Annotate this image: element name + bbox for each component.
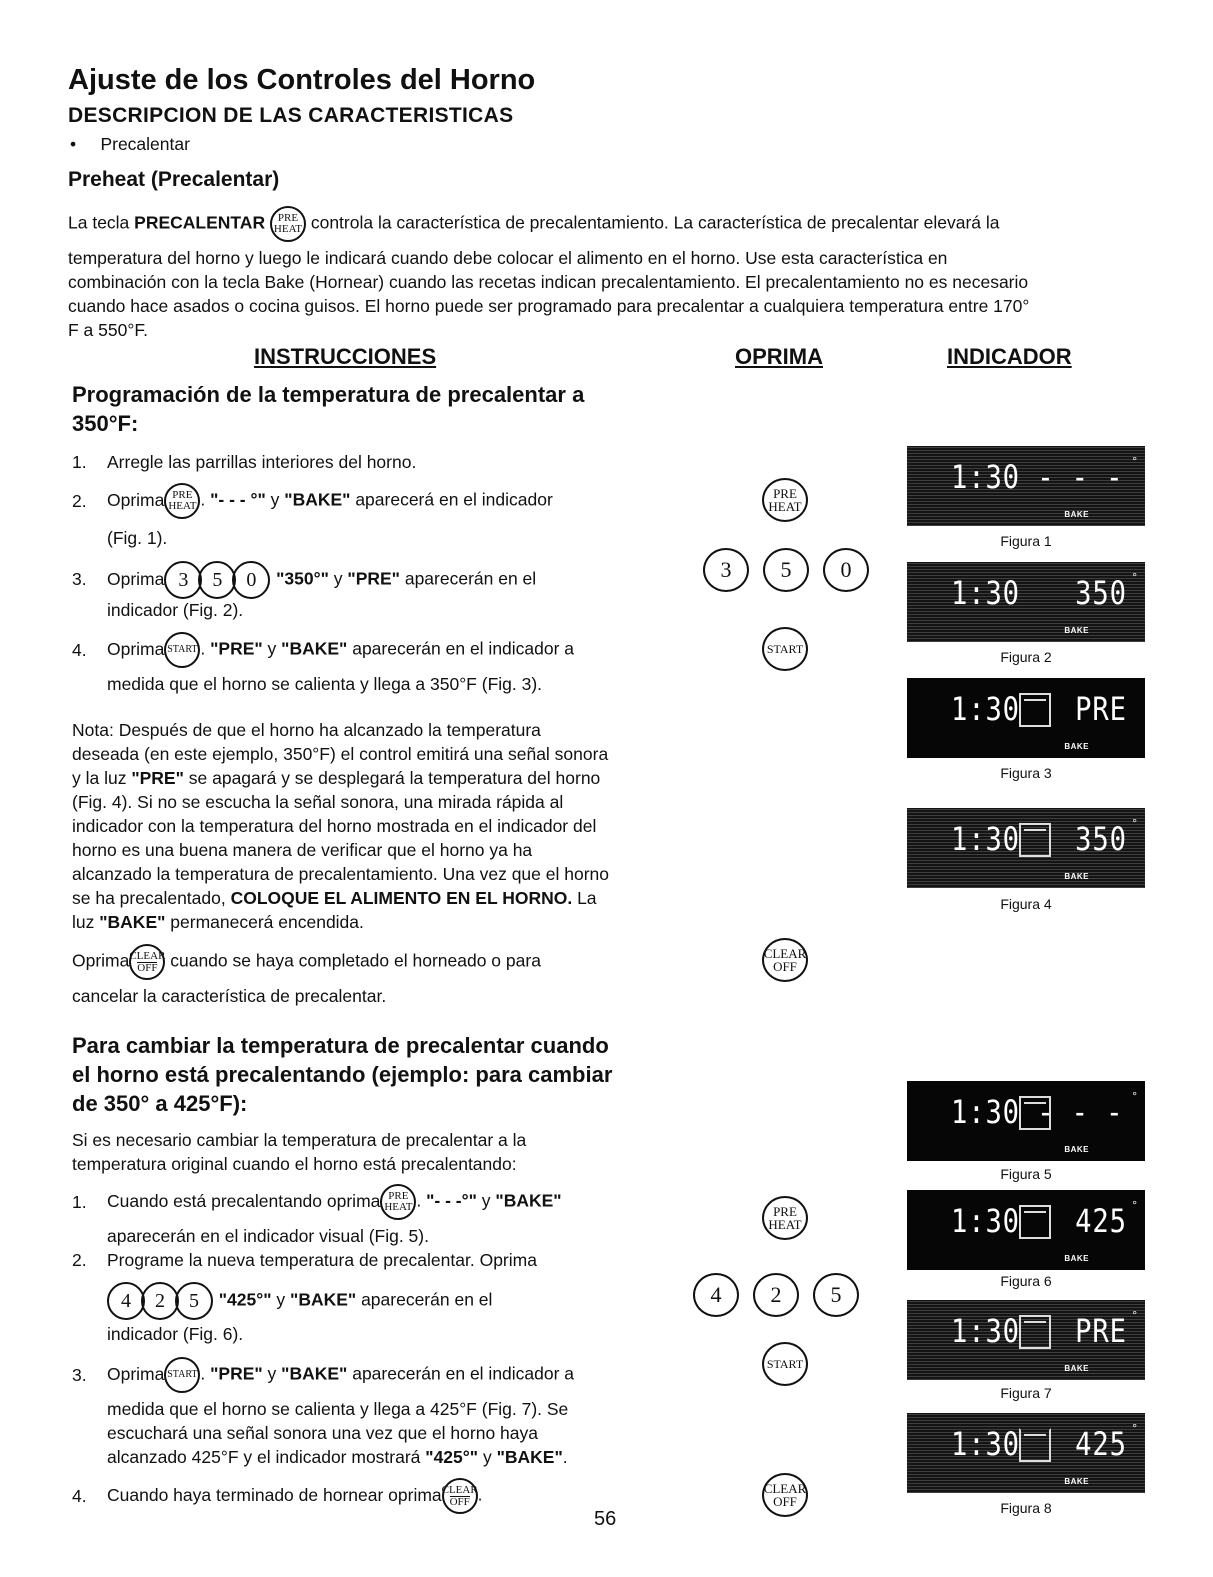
clear-instruction-cont: cancelar la característica de precalentar. bbox=[72, 986, 387, 1006]
bake-indicator: BAKE bbox=[1064, 1364, 1089, 1373]
display-time: 1:30 bbox=[951, 820, 1020, 858]
column-instrucciones: INSTRUCCIONES bbox=[254, 344, 437, 369]
key-pre-text: PRE bbox=[388, 1190, 409, 1202]
digit-3-key-icon: 3 bbox=[703, 548, 749, 592]
display-time: 1:30 bbox=[951, 574, 1020, 612]
column-indicador: INDICADOR bbox=[947, 344, 1072, 369]
step-text: alcanzado 425°F y el indicador mostrará bbox=[107, 1447, 426, 1467]
display-value: 350 bbox=[1075, 574, 1127, 612]
display-quote: "BAKE" bbox=[496, 1447, 563, 1467]
preheat-key-icon bbox=[164, 483, 200, 519]
digit-4-key-icon: 4 bbox=[693, 1273, 739, 1317]
key-clear-text: CLEAR bbox=[763, 1481, 807, 1496]
note-line-2: deseada (en este ejemplo, 350°F) el control emitirá una señal sonora bbox=[72, 744, 609, 764]
display-quote: "BAKE" bbox=[290, 1289, 357, 1310]
preheat-key-icon bbox=[270, 206, 306, 242]
display-quote: "PRE" bbox=[210, 1363, 263, 1384]
step-text-b: . bbox=[200, 638, 211, 659]
clear-off-key-icon bbox=[129, 944, 165, 980]
key-pre-text: PRE bbox=[773, 1204, 797, 1219]
digit-2-key-icon: 2 bbox=[753, 1273, 799, 1317]
display-time: 1:30 bbox=[951, 458, 1020, 496]
s1-step-4-cont: medida que el horno se calienta y llega a 350°F (Fig. 3). bbox=[107, 674, 543, 694]
step-number: 1. bbox=[72, 452, 87, 472]
key-clear-text: CLEAR bbox=[763, 946, 807, 961]
note-text: y la luz bbox=[72, 768, 132, 788]
display-value: PRE bbox=[1075, 690, 1127, 728]
intro-line-5: F a 550°F. bbox=[68, 320, 148, 340]
display-quote: "BAKE" bbox=[284, 489, 351, 510]
oven-display bbox=[907, 1300, 1145, 1380]
oven-display bbox=[907, 1413, 1145, 1493]
digit-4-key-icon: 4 bbox=[107, 1282, 145, 1320]
degree-indicator: ° bbox=[1132, 1198, 1137, 1212]
step-text-a: Oprima bbox=[107, 568, 165, 589]
step-text-c: y bbox=[262, 638, 282, 659]
step-number: 2. bbox=[72, 491, 87, 511]
step-text-d: aparecerán en el indicador a bbox=[347, 1363, 575, 1384]
preheat-box-indicator bbox=[1019, 1428, 1051, 1462]
step-text-c: y bbox=[476, 1190, 496, 1211]
oven-display bbox=[907, 808, 1145, 888]
preheat-key-icon bbox=[380, 1184, 416, 1220]
intro-line-4: cuando hace asados o cocina guisos. El horno puede ser programado para precalentar a cualquiera temperatura entre 170° bbox=[68, 296, 1030, 316]
display-value: - - - bbox=[1036, 458, 1123, 496]
key-heat-text: HEAT bbox=[168, 500, 197, 512]
clear-off-key-icon bbox=[762, 938, 808, 982]
s1-step-4 bbox=[72, 632, 712, 668]
bullet-dot: • bbox=[70, 134, 101, 154]
display-quote: "BAKE" bbox=[281, 1363, 348, 1384]
s2-step-2-keys bbox=[107, 1282, 707, 1320]
s2-step-3-cont-3 bbox=[107, 1445, 568, 1469]
step-text-b: . bbox=[266, 568, 277, 589]
step-number: 2. bbox=[72, 1250, 87, 1270]
key-off-text: OFF bbox=[773, 1494, 797, 1509]
degree-indicator: ° bbox=[1132, 1421, 1137, 1435]
display-value: - - - bbox=[1036, 1093, 1123, 1131]
figure-caption: Figura 3 bbox=[1000, 765, 1052, 781]
figure-caption: Figura 6 bbox=[1000, 1273, 1052, 1289]
oven-display bbox=[907, 1190, 1145, 1270]
step-text-b: . bbox=[209, 1289, 219, 1310]
section2-heading-1: Para cambiar la temperatura de precalentar cuando bbox=[72, 1033, 609, 1058]
clear-text-a: Oprima bbox=[72, 950, 130, 971]
column-oprima: OPRIMA bbox=[735, 344, 823, 369]
display-value: 425 bbox=[1075, 1425, 1127, 1463]
step-text-a: Oprima bbox=[107, 638, 165, 659]
step-number: 3. bbox=[72, 569, 87, 589]
section1-heading-1: Programación de la temperatura de precalentar a bbox=[72, 382, 585, 407]
s2-step-3 bbox=[72, 1357, 712, 1393]
step-text-d: aparecerán en el bbox=[356, 1289, 493, 1310]
display-time: 1:30 bbox=[951, 1202, 1020, 1240]
note-text: La bbox=[572, 888, 597, 908]
section-title: Preheat (Precalentar) bbox=[68, 168, 280, 191]
step-text: Programe la nueva temperatura de precalentar. Oprima bbox=[107, 1250, 537, 1270]
step-number: 4. bbox=[72, 1486, 87, 1506]
step-text-b: . bbox=[416, 1190, 427, 1211]
oven-display bbox=[907, 678, 1145, 758]
figure-caption: Figura 5 bbox=[1000, 1166, 1052, 1182]
note-line-4: (Fig. 4). Si no se escucha la señal sonora, una mirada rápida al bbox=[72, 792, 564, 812]
s2-step-1-cont: aparecerán en el indicador visual (Fig. 5). bbox=[107, 1226, 429, 1246]
section2-heading-2: el horno está precalentando (ejemplo: para cambiar bbox=[72, 1062, 613, 1087]
s1-step-3-cont: indicador (Fig. 2). bbox=[107, 600, 244, 620]
display-quote: "- - -°" bbox=[426, 1190, 477, 1211]
bake-indicator: BAKE bbox=[1064, 742, 1089, 751]
s1-step-3 bbox=[72, 561, 712, 599]
display-quote: "- - - °" bbox=[210, 489, 266, 510]
start-key-icon: START bbox=[762, 627, 808, 671]
step-text-c: y bbox=[262, 1363, 282, 1384]
figure-caption: Figura 4 bbox=[1000, 896, 1052, 912]
digit-5-key-icon: 5 bbox=[763, 548, 809, 592]
display-value: 350 bbox=[1075, 820, 1127, 858]
s2-step-2 bbox=[72, 1248, 712, 1272]
step-text: Arregle las parrillas interiores del horno. bbox=[107, 452, 417, 472]
note-text: permanecerá encendida. bbox=[165, 912, 364, 932]
step-text-b: . bbox=[477, 1484, 483, 1505]
note-emphasis: COLOQUE EL ALIMENTO EN EL HORNO. bbox=[230, 888, 573, 908]
clear-off-key-icon bbox=[442, 1478, 478, 1514]
note-text: se apagará y se desplegará la temperatura del horno bbox=[183, 768, 601, 788]
step-text-d: aparecerán en el bbox=[399, 568, 537, 589]
step-text-a: Cuando haya terminado de hornear oprima bbox=[107, 1484, 442, 1505]
step-text-d: aparecerá en el indicador bbox=[350, 489, 553, 510]
step-number: 3. bbox=[72, 1365, 87, 1385]
step-text-a: Oprima bbox=[107, 1363, 165, 1384]
figure-caption: Figura 1 bbox=[1000, 533, 1052, 549]
intro-line-3: combinación con la tecla Bake (Hornear) cuando las recetas indican precalentamiento. El precalentamiento no es necesario bbox=[68, 272, 1029, 292]
note-text: luz bbox=[72, 912, 100, 932]
preheat-box-indicator bbox=[1019, 823, 1051, 857]
oven-display bbox=[907, 446, 1145, 526]
clear-text-b: cuando se haya completado el horneado o para bbox=[165, 950, 541, 971]
degree-indicator: ° bbox=[1132, 570, 1137, 584]
page-title: Ajuste de los Controles del Horno bbox=[68, 64, 536, 96]
s1-step-2-cont: (Fig. 1). bbox=[107, 528, 168, 548]
digit-2-key-icon: 2 bbox=[141, 1282, 179, 1320]
s2-step-3-cont-2: escuchará una señal sonora una vez que el horno haya bbox=[107, 1423, 538, 1443]
key-clear-text: CLEAR bbox=[129, 949, 166, 962]
display-time: 1:30 bbox=[951, 1093, 1020, 1131]
degree-indicator: ° bbox=[1132, 1308, 1137, 1322]
page-subtitle: DESCRIPCION DE LAS CARACTERISTICAS bbox=[68, 104, 514, 127]
display-quote: "PRE" bbox=[210, 638, 263, 659]
display-quote: "BAKE" bbox=[99, 912, 166, 932]
key-off-text: OFF bbox=[137, 961, 158, 974]
s1-step-1 bbox=[72, 450, 712, 474]
figure-caption: Figura 8 bbox=[1000, 1500, 1052, 1516]
start-key-icon: START bbox=[164, 1357, 200, 1393]
display-quote: "425°" bbox=[218, 1289, 272, 1310]
note-line-5: indicador con la temperatura del horno mostrada en el indicador del bbox=[72, 816, 597, 836]
digit-5-key-icon: 5 bbox=[813, 1273, 859, 1317]
section2-intro-1: Si es necesario cambiar la temperatura de precalentar a la bbox=[72, 1130, 527, 1150]
display-quote: "BAKE" bbox=[281, 638, 348, 659]
step-text-c: y bbox=[265, 489, 285, 510]
step-text-b: . bbox=[200, 489, 211, 510]
bake-indicator: BAKE bbox=[1064, 1145, 1089, 1154]
note-text: se ha precalentado, bbox=[72, 888, 231, 908]
section2-heading-3: de 350° a 425°F): bbox=[72, 1091, 248, 1116]
note-line-3 bbox=[72, 766, 600, 790]
key-heat-text: HEAT bbox=[384, 1201, 413, 1213]
key-heat-text: HEAT bbox=[768, 499, 802, 514]
step-text-c: y bbox=[271, 1289, 291, 1310]
step-text: . bbox=[562, 1447, 568, 1467]
digit-5-key-icon: 5 bbox=[198, 561, 236, 599]
start-key-icon: START bbox=[164, 632, 200, 668]
note-line-9 bbox=[72, 910, 364, 934]
s2-step-1 bbox=[72, 1184, 712, 1220]
degree-indicator: ° bbox=[1132, 816, 1137, 830]
page-number: 56 bbox=[594, 1508, 617, 1530]
key-off-text: OFF bbox=[449, 1495, 470, 1508]
key-pre-text: PRE bbox=[277, 212, 299, 224]
s1-step-2 bbox=[72, 483, 712, 519]
preheat-box-indicator bbox=[1019, 693, 1051, 727]
bake-indicator: BAKE bbox=[1064, 1254, 1089, 1263]
bullet-label: Precalentar bbox=[100, 134, 190, 154]
note-line-6: horno es una buena manera de verificar que el horno ya ha bbox=[72, 840, 533, 860]
step-number: 1. bbox=[72, 1192, 87, 1212]
bake-indicator: BAKE bbox=[1064, 510, 1089, 519]
section2-intro-2: temperatura original cuando el horno está precalentando: bbox=[72, 1154, 517, 1174]
digit-0-key-icon: 0 bbox=[823, 548, 869, 592]
oven-display bbox=[907, 1081, 1145, 1161]
figure-caption: Figura 7 bbox=[1000, 1385, 1052, 1401]
note-line-7: alcanzado la temperatura de precalentamiento. Una vez que el horno bbox=[72, 864, 610, 884]
display-quote: "BAKE" bbox=[495, 1190, 562, 1211]
clear-instruction bbox=[72, 944, 541, 980]
degree-indicator: ° bbox=[1132, 1089, 1137, 1103]
display-time: 1:30 bbox=[951, 690, 1020, 728]
display-time: 1:30 bbox=[951, 1425, 1020, 1463]
display-value: PRE bbox=[1075, 1312, 1127, 1350]
step-text-a: Oprima bbox=[107, 489, 165, 510]
section1-heading-2: 350°F: bbox=[72, 411, 139, 436]
display-quote: "PRE" bbox=[131, 768, 184, 788]
key-pre-text: PRE bbox=[773, 486, 797, 501]
intro-pre: La tecla bbox=[68, 212, 135, 233]
preheat-key-icon bbox=[762, 1196, 808, 1240]
note-line-8 bbox=[72, 886, 597, 910]
bullet-item bbox=[70, 132, 190, 156]
display-time: 1:30 bbox=[951, 1312, 1020, 1350]
intro-line-1 bbox=[68, 206, 1168, 242]
display-quote: "425°" bbox=[425, 1447, 479, 1467]
bake-indicator: BAKE bbox=[1064, 626, 1089, 635]
figure-caption: Figura 2 bbox=[1000, 649, 1052, 665]
step-text: y bbox=[478, 1447, 497, 1467]
preheat-key-icon bbox=[762, 478, 808, 522]
key-pre-text: PRE bbox=[172, 489, 193, 501]
note-line-1: Nota: Después de que el horno ha alcanzado la temperatura bbox=[72, 720, 541, 740]
start-key-icon: START bbox=[762, 1342, 808, 1386]
key-heat-text: HEAT bbox=[768, 1217, 802, 1232]
step-text-c: y bbox=[328, 568, 348, 589]
digit-5-key-icon: 5 bbox=[175, 1282, 213, 1320]
intro-key-name: PRECALENTAR bbox=[134, 212, 266, 233]
intro-post: controla la característica de precalentamiento. La característica de precalentar elevará la bbox=[305, 212, 1000, 233]
key-clear-text: CLEAR bbox=[441, 1483, 478, 1496]
clear-off-key-icon bbox=[762, 1473, 808, 1517]
step-text-d: aparecerán en el indicador a bbox=[347, 638, 575, 659]
bake-indicator: BAKE bbox=[1064, 1477, 1089, 1486]
oven-display bbox=[907, 562, 1145, 642]
step-number: 4. bbox=[72, 640, 87, 660]
degree-indicator: ° bbox=[1132, 454, 1137, 468]
preheat-box-indicator bbox=[1019, 1205, 1051, 1239]
display-quote: "350°" bbox=[276, 568, 329, 589]
intro-line-2: temperatura del horno y luego le indicará cuando debe colocar el alimento en el horno. Use esta característica en bbox=[68, 248, 948, 268]
digit-3-key-icon: 3 bbox=[164, 561, 202, 599]
s2-step-2-cont: indicador (Fig. 6). bbox=[107, 1324, 244, 1344]
step-text-b: . bbox=[200, 1363, 211, 1384]
preheat-box-indicator bbox=[1019, 1315, 1051, 1349]
key-off-text: OFF bbox=[773, 959, 797, 974]
key-heat-text: HEAT bbox=[273, 223, 303, 235]
bake-indicator: BAKE bbox=[1064, 872, 1089, 881]
digit-0-key-icon: 0 bbox=[232, 561, 270, 599]
display-value: 425 bbox=[1075, 1202, 1127, 1240]
step-text-a: Cuando está precalentando oprima bbox=[107, 1190, 381, 1211]
s2-step-3-cont-1: medida que el horno se calienta y llega a 425°F (Fig. 7). Se bbox=[107, 1399, 569, 1419]
display-quote: "PRE" bbox=[347, 568, 400, 589]
